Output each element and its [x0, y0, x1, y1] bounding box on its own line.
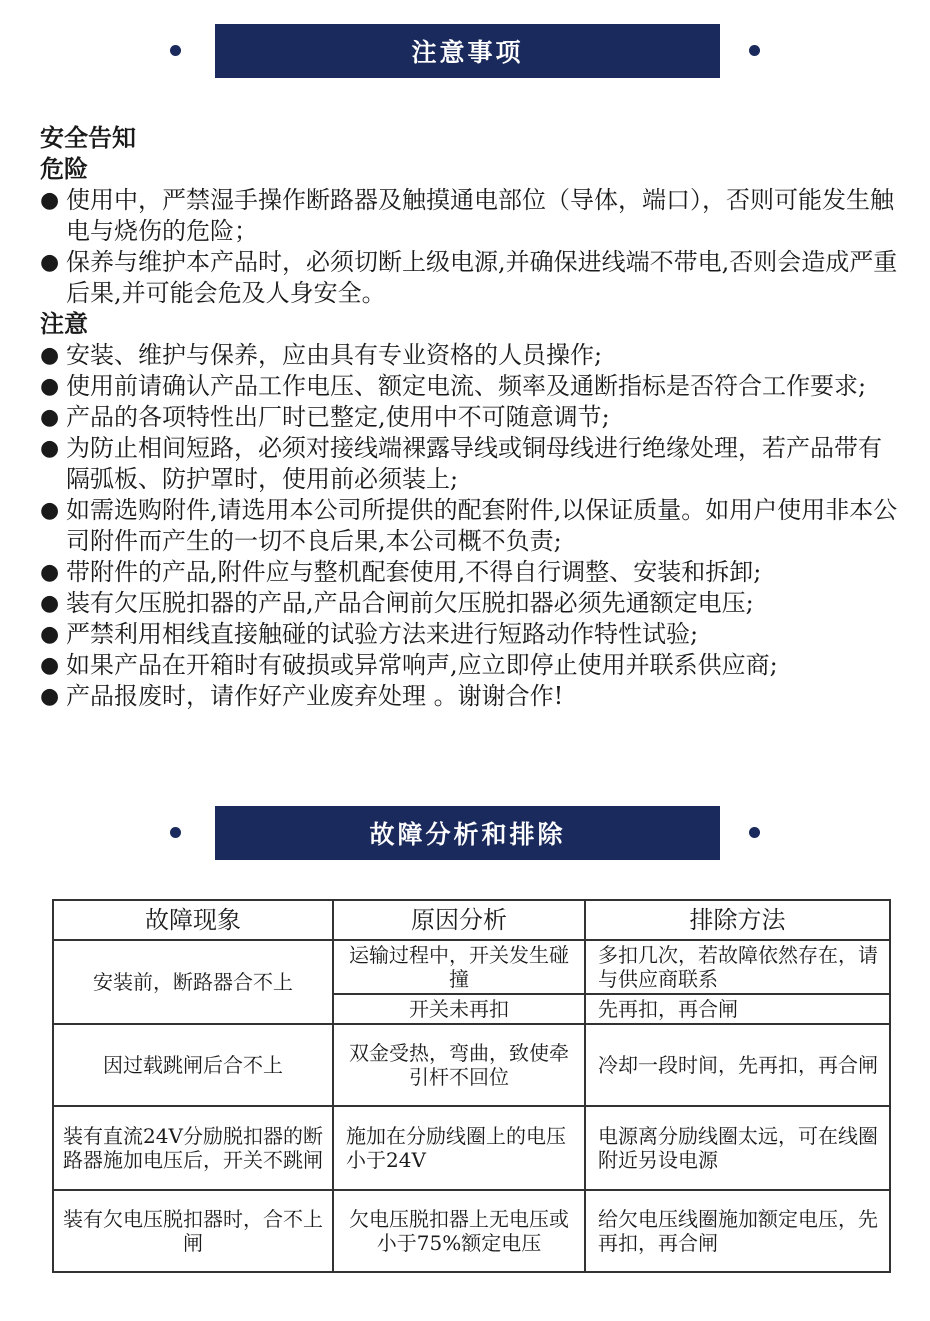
caution-item	[40, 557, 900, 588]
section-title: 注意事项	[411, 38, 524, 67]
safety-notice	[40, 123, 900, 712]
caution-item	[40, 433, 900, 495]
bullet-icon: ●	[40, 591, 60, 616]
caution-item-text: 装有欠压脱扣器的产品,产品合闸前欠压脱扣器必须先通额定电压;	[66, 589, 754, 617]
symptom-cell: 装有直流24V分励脱扣器的断路器施加电压后，开关不跳闸	[53, 1106, 333, 1190]
fix-cell: 冷却一段时间，先再扣，再合闸	[585, 1024, 890, 1106]
caution-item	[40, 371, 900, 402]
caution-item	[40, 495, 900, 557]
fix-cell: 电源离分励线圈太远，可在线圈附近另设电源	[585, 1106, 890, 1190]
symptom-cell: 因过载跳闸后合不上	[53, 1024, 333, 1106]
banner-dot-right	[749, 827, 760, 838]
caution-item	[40, 619, 900, 650]
fix-cell: 先再扣，再合闸	[585, 994, 890, 1024]
bullet-icon: ●	[40, 560, 60, 585]
caution-item-text: 严禁利用相线直接触碰的试验方法来进行短路动作特性试验;	[66, 620, 699, 648]
safety-title: 安全告知	[40, 124, 136, 152]
caution-item-text: 产品的各项特性出厂时已整定,使用中不可随意调节;	[66, 403, 610, 431]
bullet-icon: ●	[40, 343, 60, 368]
bullet-icon: ●	[40, 684, 60, 709]
section-banner-troubleshooting	[215, 806, 720, 860]
caution-item	[40, 402, 900, 433]
bullet-icon: ●	[40, 436, 60, 461]
danger-item-text: 使用中，严禁湿手操作断路器及触摸通电部位（导体，端口），否则可能发生触电与烧伤的危险；	[66, 186, 894, 245]
banner-dot-left	[170, 827, 181, 838]
table-row	[53, 1024, 890, 1106]
caution-item-text: 安装、维护与保养，应由具有专业资格的人员操作;	[66, 341, 603, 369]
cause-cell: 双金受热，弯曲，致使牵引杆不回位	[333, 1024, 585, 1106]
bullet-icon: ●	[40, 498, 60, 523]
fix-cell: 多扣几次，若故障依然存在，请与供应商联系	[585, 940, 890, 994]
bullet-icon: ●	[40, 188, 60, 213]
danger-item	[40, 247, 900, 309]
caution-item-text: 为防止相间短路，必须对接线端裸露导线或铜母线进行绝缘处理，若产品带有隔弧板、防护罩时，使用前必须装上;	[66, 434, 882, 493]
caution-item	[40, 588, 900, 619]
cause-cell: 运输过程中，开关发生碰撞	[333, 940, 585, 994]
caution-item-text: 使用前请确认产品工作电压、额定电流、频率及通断指标是否符合工作要求;	[66, 372, 867, 400]
table-row	[53, 1106, 890, 1190]
table-header-row	[53, 900, 890, 940]
fault-table	[52, 899, 891, 1273]
banner-dot-left	[170, 45, 181, 56]
section-title: 故障分析和排除	[369, 820, 566, 849]
table-row	[53, 1190, 890, 1272]
bullet-icon: ●	[40, 653, 60, 678]
symptom-cell: 安装前，断路器合不上	[53, 940, 333, 1024]
caution-item-text: 如需选购附件,请选用本公司所提供的配套附件,以保证质量。如用户使用非本公司附件而产生的一切不良后果,本公司概不负责;	[66, 496, 898, 555]
banner-dot-right	[749, 45, 760, 56]
caution-item-text: 如果产品在开箱时有破损或异常响声,应立即停止使用并联系供应商;	[66, 651, 778, 679]
header-symptom: 故障现象	[53, 900, 333, 940]
cause-cell: 欠电压脱扣器上无电压或小于75%额定电压	[333, 1190, 585, 1272]
caution-item-text: 产品报废时，请作好产业废弃处理 。谢谢合作!	[66, 682, 564, 710]
table-row	[53, 940, 890, 994]
caution-item	[40, 681, 900, 712]
bullet-icon: ●	[40, 405, 60, 430]
caution-item-text: 带附件的产品,附件应与整机配套使用,不得自行调整、安装和拆卸;	[66, 558, 762, 586]
danger-item-text: 保养与维护本产品时，必须切断上级电源,并确保进线端不带电,否则会造成严重后果,并可能会危及人身安全。	[66, 248, 898, 307]
danger-title: 危险	[40, 155, 88, 183]
header-cause: 原因分析	[333, 900, 585, 940]
section-banner-notice	[215, 24, 720, 78]
caution-item	[40, 340, 900, 371]
danger-item	[40, 185, 900, 247]
fix-cell: 给欠电压线圈施加额定电压，先再扣，再合闸	[585, 1190, 890, 1272]
bullet-icon: ●	[40, 622, 60, 647]
caution-title: 注意	[40, 310, 88, 338]
cause-cell: 施加在分励线圈上的电压小于24V	[333, 1106, 585, 1190]
bullet-icon: ●	[40, 250, 60, 275]
symptom-cell: 装有欠电压脱扣器时，合不上闸	[53, 1190, 333, 1272]
cause-cell: 开关未再扣	[333, 994, 585, 1024]
header-fix: 排除方法	[585, 900, 890, 940]
bullet-icon: ●	[40, 374, 60, 399]
caution-item	[40, 650, 900, 681]
